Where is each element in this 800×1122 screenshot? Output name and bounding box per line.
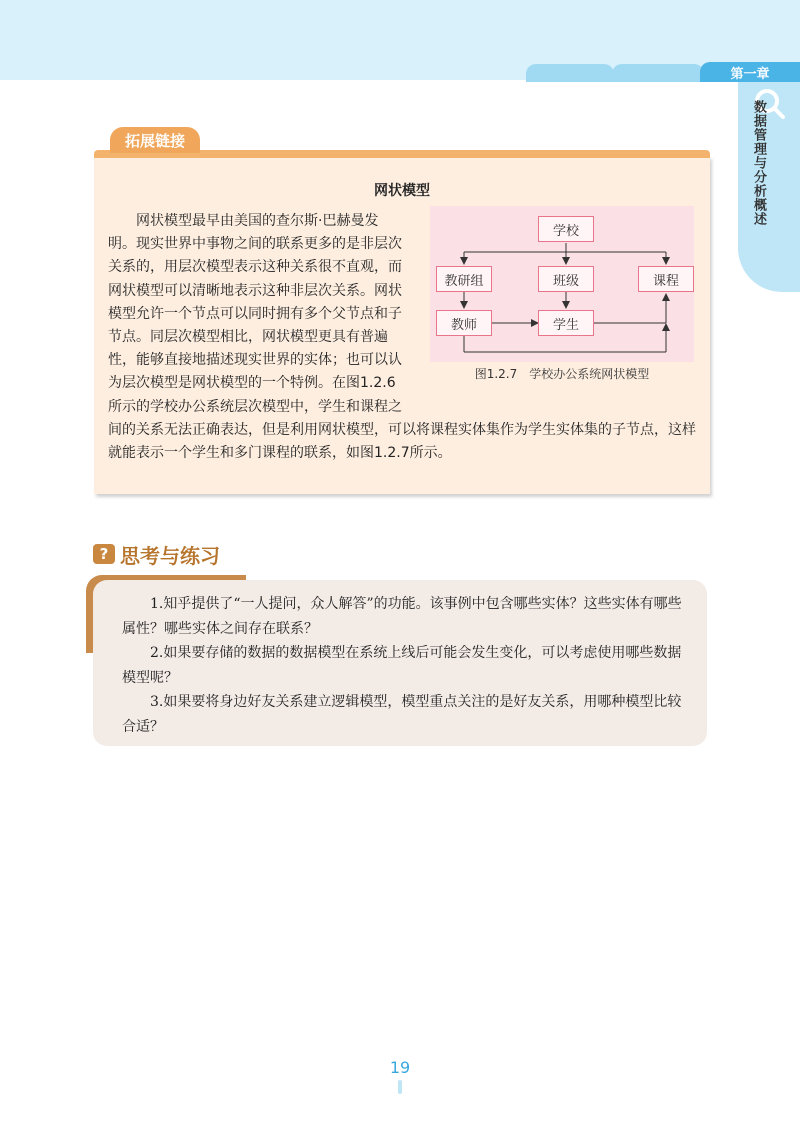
header-tab [526, 64, 614, 82]
exercise-item: 3.如果要将身边好友关系建立逻辑模型，模型重点关注的是好友关系，用哪种模型比较合适？ [122, 694, 682, 735]
node-course: 课程 [638, 266, 694, 292]
question-icon: ? [93, 544, 115, 564]
exercise-heading: 思考与练习 [120, 544, 220, 568]
node-teacher: 教师 [436, 310, 492, 336]
node-school: 学校 [538, 216, 594, 242]
extension-title: 网状模型 [374, 183, 430, 199]
exercise-list [122, 592, 682, 740]
figure-caption: 图1.2.7 学校办公系统网状模型 [474, 367, 650, 381]
page-number-tick [398, 1080, 402, 1094]
page-number: 19 [389, 1058, 411, 1077]
chapter-label: 第一章 [700, 62, 800, 82]
node-class: 班级 [538, 266, 594, 292]
extension-tab-label: 拓展链接 [110, 127, 200, 153]
exercise-item: 2.如果要存储的数据的数据模型在系统上线后可能会发生变化，可以考虑使用哪些数据模型呢？ [122, 645, 682, 686]
node-research-group: 教研组 [436, 266, 492, 292]
header-tab [612, 64, 704, 82]
exercise-item: 1.知乎提供了“一人提问，众人解答”的功能。该事例中包含哪些实体？这些实体有哪些属性？哪些实体之间存在联系？ [122, 596, 682, 637]
network-model-diagram [430, 206, 694, 362]
chapter-side-title: 数据管理与分析概述 [751, 100, 766, 226]
node-student: 学生 [538, 310, 594, 336]
extension-paragraph: 网状模型最早由美国的查尔斯·巴赫曼发明。现实世界中事物之间的联系更多的是非层次关系的，用层次模型表示这种关系很不直观，而网状模型可以清晰地表示这种非层次关系。网状模型允许一个节点可以同时拥有多个父节点和子节点。同层次模型相比，网状模型更具有普遍性，能够直接地描述现实世界的实体；也可以认为层次模型是网状模型的一个特例。在图1.2.6所示的学校办公系统层次模型中，学生和课程之间的关系无法正确表达，但是利用网状模型，可以将课程实体集作为学生实体集的子节点，这样就能表示一个学生和多门课程的联系，如图1.2.7所示。 [108, 213, 696, 462]
